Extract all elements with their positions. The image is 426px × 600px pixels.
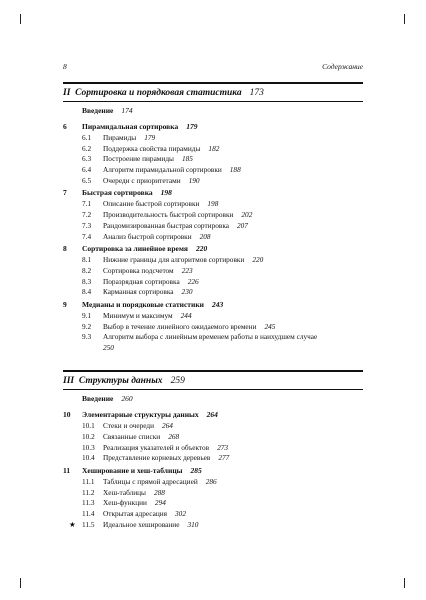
section-title-text: Производительность быстрой сортировки — [103, 210, 234, 220]
section-number: 6.3 — [82, 154, 92, 164]
intro-label: Введение — [82, 106, 114, 115]
section-title-text: Таблицы с прямой адресацией — [103, 477, 198, 487]
chapter-page: 243 — [211, 299, 224, 309]
section-page: 207 — [237, 220, 248, 230]
section-title-text: Нижние границы для алгоритмов сортировки — [103, 255, 245, 265]
section-title-text: Поразрядная сортировка — [103, 276, 180, 286]
section-page: 220 — [252, 255, 264, 265]
chapter-heading[interactable] — [63, 244, 363, 255]
section-entry[interactable] — [63, 311, 363, 322]
section-title-text: Представление корневых деревьев — [103, 453, 211, 463]
section-entry[interactable] — [63, 133, 363, 144]
section-title — [103, 165, 241, 174]
section-number: 11.2 — [82, 487, 95, 497]
section-entry[interactable] — [63, 443, 363, 454]
section-entry[interactable] — [63, 322, 363, 333]
section-number: 7.3 — [82, 220, 92, 230]
section-title — [103, 176, 200, 185]
section-page: 277 — [218, 453, 230, 463]
section-title — [103, 221, 248, 230]
intro-page: 174 — [121, 106, 133, 115]
running-title: Содержание — [322, 62, 363, 71]
chapter-title-text: Элементарные структуры данных — [82, 410, 199, 420]
section-title — [103, 477, 217, 486]
section-title — [103, 255, 263, 264]
section-entry[interactable] — [63, 520, 363, 531]
section-title — [103, 277, 199, 286]
section-number: 9.3 — [82, 332, 92, 342]
section-entry[interactable] — [63, 477, 363, 488]
section-page: 190 — [188, 175, 200, 185]
section-page: 268 — [168, 432, 180, 441]
chapter-heading[interactable] — [63, 466, 363, 477]
part-title[interactable] — [63, 84, 363, 101]
section-title — [103, 488, 165, 497]
chapter-number: 11 — [63, 466, 71, 476]
chapter-title-text: Медианы и порядковые статистики — [82, 299, 204, 309]
section-title — [103, 144, 219, 153]
section-page: 202 — [241, 210, 253, 220]
section-page: 179 — [144, 133, 156, 142]
chapter-heading[interactable] — [63, 122, 363, 133]
section-page: 198 — [207, 199, 219, 209]
section-number: 10.2 — [82, 432, 95, 441]
section-number: 6.4 — [82, 165, 92, 175]
section-title-text: Минимум и максимум — [103, 310, 173, 320]
part-gap — [63, 357, 363, 370]
section-page: 288 — [153, 487, 165, 497]
section-title — [103, 443, 228, 452]
part-title[interactable] — [63, 372, 363, 389]
section-page: 223 — [181, 265, 193, 275]
section-number: 10.3 — [82, 442, 95, 452]
section-title — [103, 311, 192, 320]
chapter-page: 285 — [190, 466, 202, 476]
section-title — [103, 421, 173, 430]
section-entry[interactable] — [63, 199, 363, 210]
section-number: 6.5 — [82, 175, 92, 185]
section-entry[interactable] — [63, 255, 363, 266]
section-title — [103, 498, 166, 507]
chapter — [63, 466, 363, 530]
section-title — [103, 232, 211, 241]
section-title — [103, 133, 155, 142]
section-entry[interactable] — [63, 165, 363, 176]
part-number: III — [63, 376, 75, 387]
section-title-text: Алгоритм выбора с линейным временем работы в наихудшем случае — [103, 332, 318, 342]
section-title — [103, 287, 193, 296]
section-title — [103, 520, 198, 529]
section-title-text: Пирамиды — [103, 133, 137, 142]
section-title-text: Реализация указателей и объектов — [103, 442, 210, 452]
chapter — [63, 410, 363, 464]
section-title-text: Стеки и очереди — [103, 421, 154, 431]
section-page: 245 — [264, 321, 276, 331]
chapter-title — [82, 410, 218, 419]
chapter-title — [82, 300, 223, 309]
crop-mark — [20, 14, 21, 24]
section-title — [103, 453, 229, 462]
chapter — [63, 122, 363, 186]
section-title-text: Рандомизированная быстрая сортировка — [103, 220, 229, 230]
section-title-text: Выбор в течение линейного ожидаемого времени — [103, 321, 257, 331]
section-entry[interactable] — [63, 287, 363, 298]
section-title — [103, 199, 218, 208]
chapter-title — [82, 466, 202, 475]
chapter-heading[interactable] — [63, 188, 363, 199]
page-number: 8 — [63, 62, 67, 71]
part-number: II — [63, 88, 71, 98]
section-title-text: Связанные списки — [103, 432, 161, 441]
section-entry[interactable] — [63, 144, 363, 155]
section-title-text: Идеальное хеширование — [103, 519, 180, 529]
section-page: 226 — [187, 276, 199, 286]
part-title-text: Структуры данных — [78, 376, 163, 387]
section-entry[interactable] — [63, 221, 363, 232]
chapter-title-text: Пирамидальная сортировка — [82, 122, 179, 131]
section-title — [103, 332, 363, 353]
section-number: 9.1 — [82, 310, 92, 320]
part-title-text: Сортировка и порядковая статистика — [75, 88, 242, 98]
chapter-number: 9 — [63, 299, 67, 309]
section-entry[interactable] — [63, 488, 363, 499]
chapter-title — [82, 188, 172, 197]
chapter-page: 198 — [160, 188, 172, 198]
chapter-number: 8 — [63, 244, 67, 254]
chapter-heading[interactable] — [63, 300, 363, 311]
section-number: 7.2 — [82, 210, 92, 220]
section-number: 10.1 — [82, 421, 95, 431]
section-title-text: Хеш-функции — [103, 498, 147, 508]
section-entry[interactable] — [63, 232, 363, 243]
section-entry[interactable] — [63, 210, 363, 221]
intro-entry[interactable] — [63, 102, 363, 120]
section-title-text: Анализ быстрой сортировки — [103, 231, 192, 241]
intro-label: Введение — [82, 394, 114, 404]
section-number: 11.1 — [82, 477, 95, 487]
section-page: 264 — [161, 421, 173, 431]
section-title-text: Открытая адресация — [103, 509, 168, 519]
section-page: 208 — [199, 231, 211, 241]
chapter-page: 179 — [186, 122, 198, 131]
section-entry[interactable] — [63, 453, 363, 464]
section-title-text: Сортировка подсчетом — [103, 265, 174, 275]
section-title — [103, 154, 193, 163]
chapter-title-text: Быстрая сортировка — [82, 188, 153, 198]
section-number: 8.1 — [82, 255, 92, 265]
section-number: 8.4 — [82, 287, 92, 297]
section-title — [103, 432, 179, 441]
crop-mark — [404, 578, 405, 588]
chapter-number: 7 — [63, 188, 67, 198]
part-end-spacer — [63, 531, 363, 535]
section-title — [103, 210, 252, 219]
section-page: 182 — [208, 143, 220, 153]
section-title-text: Построение пирамиды — [103, 154, 174, 164]
section-number: 11.3 — [82, 498, 95, 508]
chapter-number: 6 — [63, 122, 67, 131]
chapter — [63, 300, 363, 353]
section-title-text: Алгоритм пирамидальной сортировки — [103, 165, 222, 175]
chapter-title-text: Сортировка за линейное время — [82, 244, 188, 254]
chapter-page: 264 — [206, 410, 218, 420]
part-page: 173 — [249, 88, 264, 98]
section-entry[interactable] — [63, 498, 363, 509]
section-page: 286 — [205, 477, 217, 487]
section-entry[interactable] — [63, 277, 363, 288]
section-title-text: Карманная сортировка — [103, 287, 174, 297]
section-page: 294 — [154, 498, 166, 508]
section-entry[interactable] — [63, 266, 363, 277]
section-number: 6.2 — [82, 143, 92, 153]
section-number: 11.4 — [82, 509, 95, 519]
section-page: 185 — [181, 154, 193, 164]
section-entry[interactable] — [63, 421, 363, 432]
chapter-page: 220 — [196, 244, 208, 254]
section-number: 7.4 — [82, 231, 92, 241]
chapter-number: 10 — [63, 410, 71, 420]
chapter-title-text: Хеширование и хеш-таблицы — [82, 466, 183, 476]
section-number: 7.1 — [82, 199, 92, 209]
section-number: 8.2 — [82, 265, 92, 275]
part-page: 259 — [170, 376, 185, 387]
section-number: 11.5 — [82, 519, 95, 529]
section-page: 310 — [187, 519, 199, 529]
section-entry[interactable] — [63, 509, 363, 520]
table-of-contents — [63, 82, 363, 535]
chapter — [63, 188, 363, 242]
section-page: 302 — [175, 509, 186, 519]
section-page: 250 — [103, 342, 114, 352]
section-title-text: Хеш-таблицы — [103, 487, 146, 497]
section-page: 230 — [181, 287, 193, 297]
intro-entry[interactable] — [63, 390, 363, 408]
crop-mark — [404, 14, 405, 24]
section-entry[interactable] — [63, 154, 363, 165]
chapter-title — [82, 122, 197, 131]
section-title-text: Описание быстрой сортировки — [103, 199, 200, 209]
section-page: 273 — [217, 442, 229, 452]
section-title — [103, 509, 186, 518]
star-icon: ★ — [69, 519, 76, 529]
section-entry[interactable] — [63, 332, 363, 353]
chapter-title — [82, 244, 207, 253]
section-title-text: Поддержка свойства пирамиды — [103, 143, 201, 153]
chapter-heading[interactable] — [63, 410, 363, 421]
section-page: 244 — [180, 310, 192, 320]
page-header — [63, 62, 363, 74]
section-title — [103, 266, 193, 275]
section-number: 6.1 — [82, 133, 92, 142]
section-title — [103, 322, 275, 331]
section-entry[interactable] — [63, 176, 363, 187]
section-entry[interactable] — [63, 432, 363, 443]
section-page: 188 — [229, 165, 241, 175]
section-number: 9.2 — [82, 321, 92, 331]
crop-mark — [20, 578, 21, 588]
section-number: 10.4 — [82, 453, 95, 463]
intro-page: 260 — [121, 394, 133, 404]
section-title-text: Очереди с приоритетами — [103, 175, 181, 185]
chapter — [63, 244, 363, 298]
section-number: 8.3 — [82, 276, 92, 286]
